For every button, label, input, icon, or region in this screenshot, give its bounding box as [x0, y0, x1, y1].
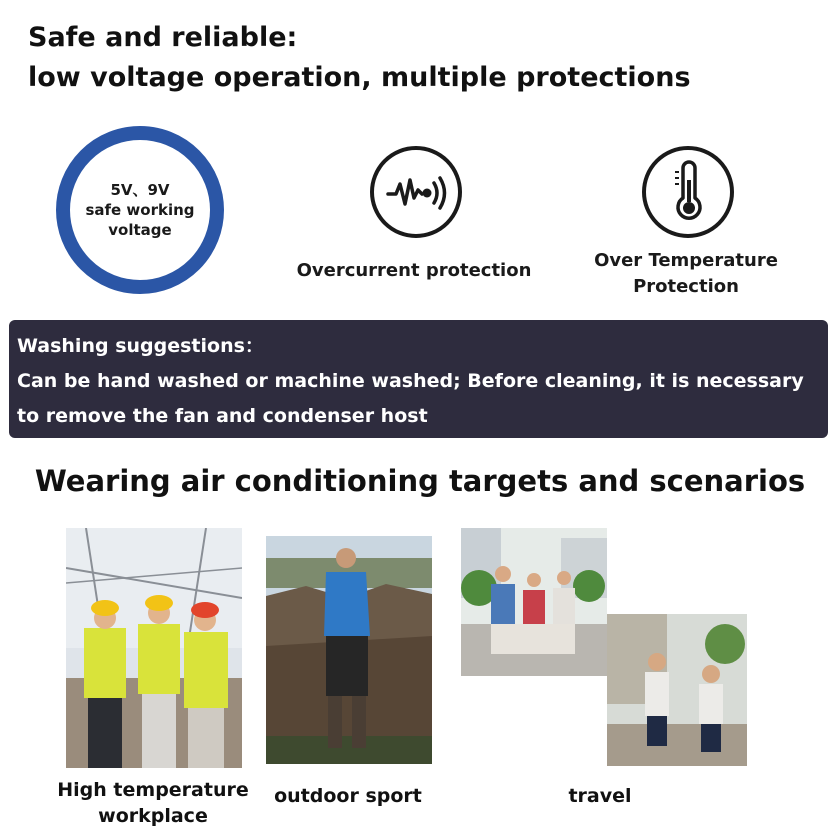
- workplace-label-line-2: workplace: [98, 805, 208, 827]
- friends-photo: [461, 528, 607, 676]
- workplace-label: [50, 777, 256, 829]
- overtemp-label: [576, 248, 796, 300]
- schoolkids-photo: [607, 614, 747, 766]
- washing-text-2: to remove the fan and condenser host: [17, 405, 428, 427]
- headline-line-1: Safe and reliable:: [28, 22, 298, 53]
- voltage-caption-2: voltage: [108, 221, 172, 239]
- travel-label: travel: [568, 785, 632, 807]
- washing-panel: [9, 320, 828, 438]
- voltage-badge: [56, 126, 224, 294]
- thermometer-icon: [642, 146, 734, 238]
- voltage-values: 5V、9V: [110, 181, 170, 199]
- washing-title: Washing suggestions：: [17, 335, 264, 357]
- voltage-caption-1: safe working: [85, 201, 195, 219]
- outdoor-sport-label: outdoor sport: [274, 785, 422, 807]
- headline-line-2: low voltage operation, multiple protections: [28, 62, 691, 93]
- hiker-photo: [266, 536, 432, 764]
- overtemp-label-line-1: Over Temperature: [594, 250, 778, 271]
- scenarios-title: Wearing air conditioning targets and scenarios: [34, 464, 806, 498]
- workplace-label-line-1: High temperature: [57, 779, 249, 801]
- overcurrent-label: Overcurrent protection: [296, 260, 532, 281]
- overcurrent-wave-icon: [370, 146, 462, 238]
- workers-photo: [66, 528, 242, 768]
- washing-text-1: Can be hand washed or machine washed; Before cleaning, it is necessary: [17, 370, 804, 392]
- overtemp-label-line-2: Protection: [633, 276, 739, 297]
